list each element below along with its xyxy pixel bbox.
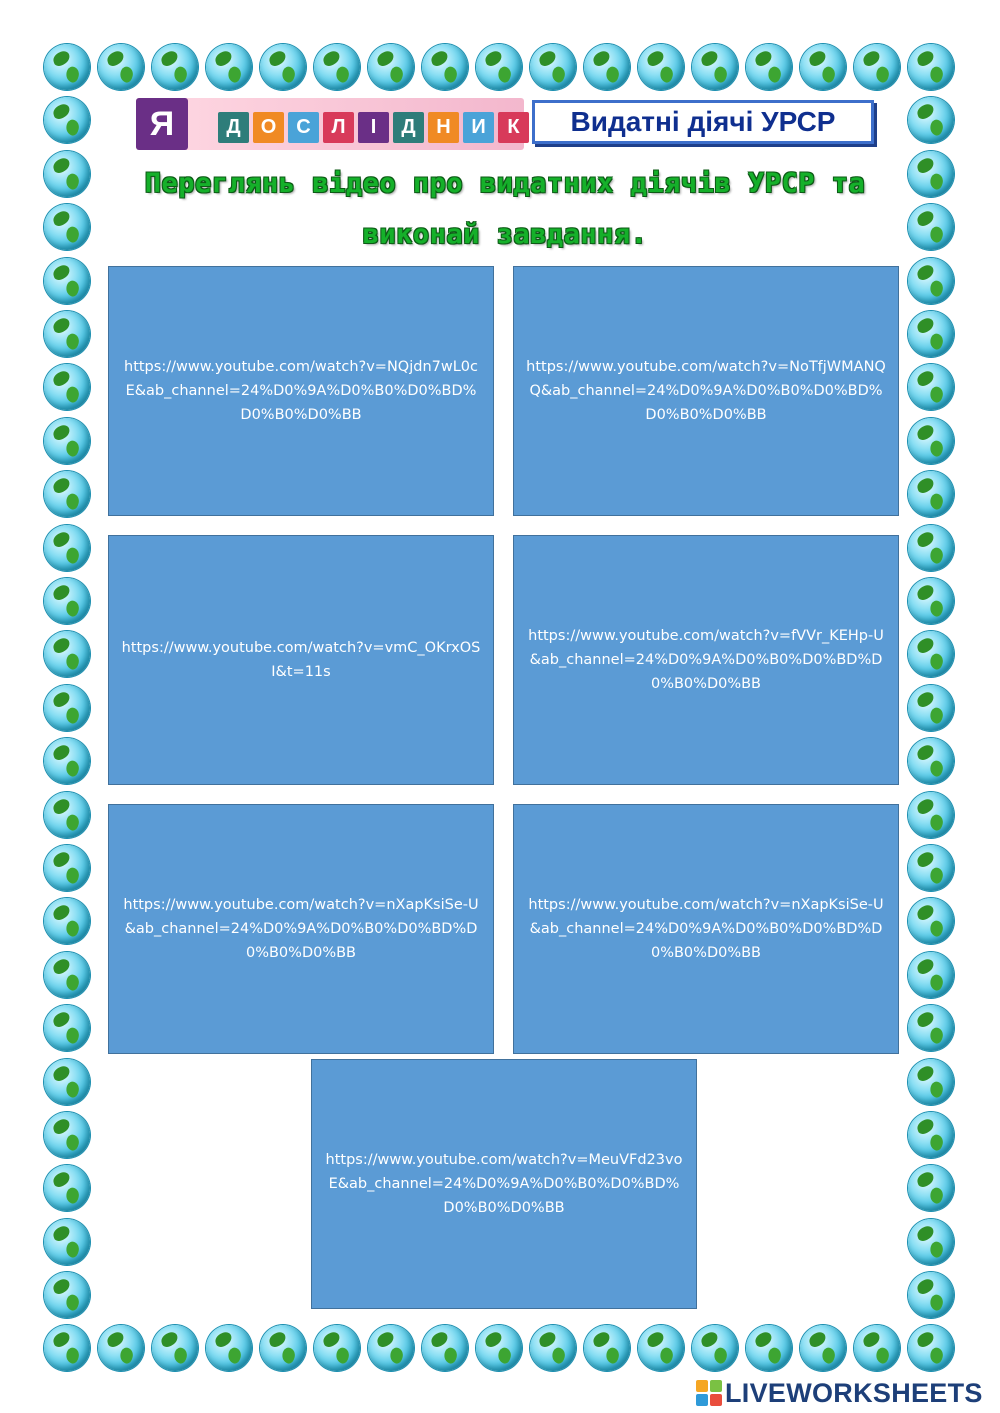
video-link-card-7[interactable] <box>311 1059 697 1309</box>
globe-icon <box>692 44 738 90</box>
video-link-card-5[interactable] <box>108 804 494 1054</box>
globe-icon <box>908 898 954 944</box>
globe-icon <box>908 792 954 838</box>
video-link-url[interactable]: https://www.youtube.com/watch?v=nXapKsiSe-U&ab_channel=24%D0%9A%D0%B0%D0%BD%D0%B0%D0%BB <box>528 897 884 961</box>
globe-icon <box>908 578 954 624</box>
globe-icon <box>908 738 954 784</box>
globe-icon <box>908 525 954 571</box>
globe-icon <box>206 1325 252 1371</box>
globe-icon <box>44 898 90 944</box>
globe-icon <box>692 1325 738 1371</box>
globe-icon <box>908 418 954 464</box>
globe-icon <box>638 44 684 90</box>
globe-icon <box>260 1325 306 1371</box>
globe-icon <box>908 1059 954 1105</box>
logo-tile: О <box>253 112 284 143</box>
logo-tile: И <box>463 112 494 143</box>
globe-icon <box>368 1325 414 1371</box>
globe-icon <box>854 1325 900 1371</box>
globe-icon <box>44 364 90 410</box>
globe-icon <box>908 1325 954 1371</box>
globe-icon <box>206 44 252 90</box>
globe-icon <box>908 258 954 304</box>
globe-icon <box>908 1165 954 1211</box>
globe-icon <box>422 1325 468 1371</box>
globe-icon <box>44 685 90 731</box>
globe-icon <box>908 204 954 250</box>
globe-icon <box>44 1272 90 1318</box>
globe-icon <box>368 44 414 90</box>
globe-icon <box>44 418 90 464</box>
globe-icon <box>44 738 90 784</box>
globe-icon <box>98 1325 144 1371</box>
video-link-url[interactable]: https://www.youtube.com/watch?v=NQjdn7wL0cE&ab_channel=24%D0%9A%D0%B0%D0%BD%D0%B0%D0%BB <box>124 359 478 423</box>
globe-icon <box>44 845 90 891</box>
globe-icon <box>908 97 954 143</box>
logo-tile: Д <box>393 112 424 143</box>
globe-icon <box>44 204 90 250</box>
globe-icon <box>530 44 576 90</box>
globe-icon <box>908 364 954 410</box>
globe-icon <box>44 1005 90 1051</box>
globe-icon <box>422 44 468 90</box>
globe-icon <box>908 1112 954 1158</box>
globe-icon <box>908 471 954 517</box>
logo-tile: Д <box>218 112 249 143</box>
video-link-url[interactable]: https://www.youtube.com/watch?v=fVVr_KEHp-U&ab_channel=24%D0%9A%D0%B0%D0%BD%D0%B0%D0%BB <box>528 628 884 692</box>
logo-ya-doslidnyk <box>136 98 524 150</box>
topic-title: Видатні діячі УРСР <box>570 106 836 137</box>
globe-icon <box>314 1325 360 1371</box>
globe-icon <box>908 44 954 90</box>
globe-icon <box>530 1325 576 1371</box>
globe-icon <box>476 44 522 90</box>
liveworksheets-brand <box>696 1377 983 1409</box>
globe-icon <box>746 1325 792 1371</box>
video-link-card-3[interactable] <box>108 535 494 785</box>
globe-icon <box>476 1325 522 1371</box>
globe-icon <box>854 44 900 90</box>
video-link-url[interactable]: https://www.youtube.com/watch?v=vmC_OKrxOSI&t=11s <box>121 640 481 680</box>
globe-icon <box>314 44 360 90</box>
video-link-url[interactable]: https://www.youtube.com/watch?v=nXapKsiSe-U&ab_channel=24%D0%9A%D0%B0%D0%BD%D0%B0%D0%BB <box>123 897 479 961</box>
globe-icon <box>44 44 90 90</box>
logo-word <box>218 112 529 143</box>
globe-icon <box>44 525 90 571</box>
globe-icon <box>908 952 954 998</box>
logo-tile: Л <box>323 112 354 143</box>
globe-icon <box>44 578 90 624</box>
globe-icon <box>152 1325 198 1371</box>
globe-icon <box>44 258 90 304</box>
video-link-card-4[interactable] <box>513 535 899 785</box>
globe-icon <box>44 952 90 998</box>
logo-tile: С <box>288 112 319 143</box>
globe-icon <box>908 631 954 677</box>
globe-icon <box>908 311 954 357</box>
globe-icon <box>44 471 90 517</box>
video-link-card-1[interactable] <box>108 266 494 516</box>
globe-icon <box>584 1325 630 1371</box>
globe-icon <box>746 44 792 90</box>
globe-icon <box>800 1325 846 1371</box>
topic-title-box <box>532 100 874 144</box>
globe-icon <box>44 151 90 197</box>
globe-icon <box>44 792 90 838</box>
globe-icon <box>908 1272 954 1318</box>
video-link-url[interactable]: https://www.youtube.com/watch?v=MeuVFd23voE&ab_channel=24%D0%9A%D0%B0%D0%BD%D0%B0%D0%BB <box>325 1152 683 1216</box>
instruction-text: Переглянь відео про видатних діячів УРСР та виконай завдання. <box>144 168 866 250</box>
globe-icon <box>800 44 846 90</box>
globe-icon <box>638 1325 684 1371</box>
globe-icon <box>908 685 954 731</box>
globe-icon <box>908 151 954 197</box>
globe-icon <box>44 631 90 677</box>
globe-icon <box>44 1165 90 1211</box>
globe-icon <box>152 44 198 90</box>
globe-icon <box>908 845 954 891</box>
globe-icon <box>908 1005 954 1051</box>
globe-icon <box>44 1112 90 1158</box>
liveworksheets-logo-icon <box>696 1380 722 1406</box>
logo-tile: К <box>498 112 529 143</box>
globe-icon <box>260 44 306 90</box>
video-link-card-6[interactable] <box>513 804 899 1054</box>
logo-tile: Н <box>428 112 459 143</box>
globe-icon <box>44 1219 90 1265</box>
video-link-url[interactable]: https://www.youtube.com/watch?v=NoTfjWMANQQ&ab_channel=24%D0%9A%D0%B0%D0%BD%D0%B0%D0%BB <box>526 359 886 423</box>
globe-icon <box>44 1325 90 1371</box>
brand-text: LIVEWORKSHEETS <box>725 1377 983 1408</box>
video-link-card-2[interactable] <box>513 266 899 516</box>
globe-icon <box>908 1219 954 1265</box>
globe-icon <box>44 97 90 143</box>
globe-icon <box>98 44 144 90</box>
globe-icon <box>584 44 630 90</box>
logo-letter: Я <box>136 98 188 150</box>
globe-icon <box>44 311 90 357</box>
globe-icon <box>44 1059 90 1105</box>
logo-tile: І <box>358 112 389 143</box>
